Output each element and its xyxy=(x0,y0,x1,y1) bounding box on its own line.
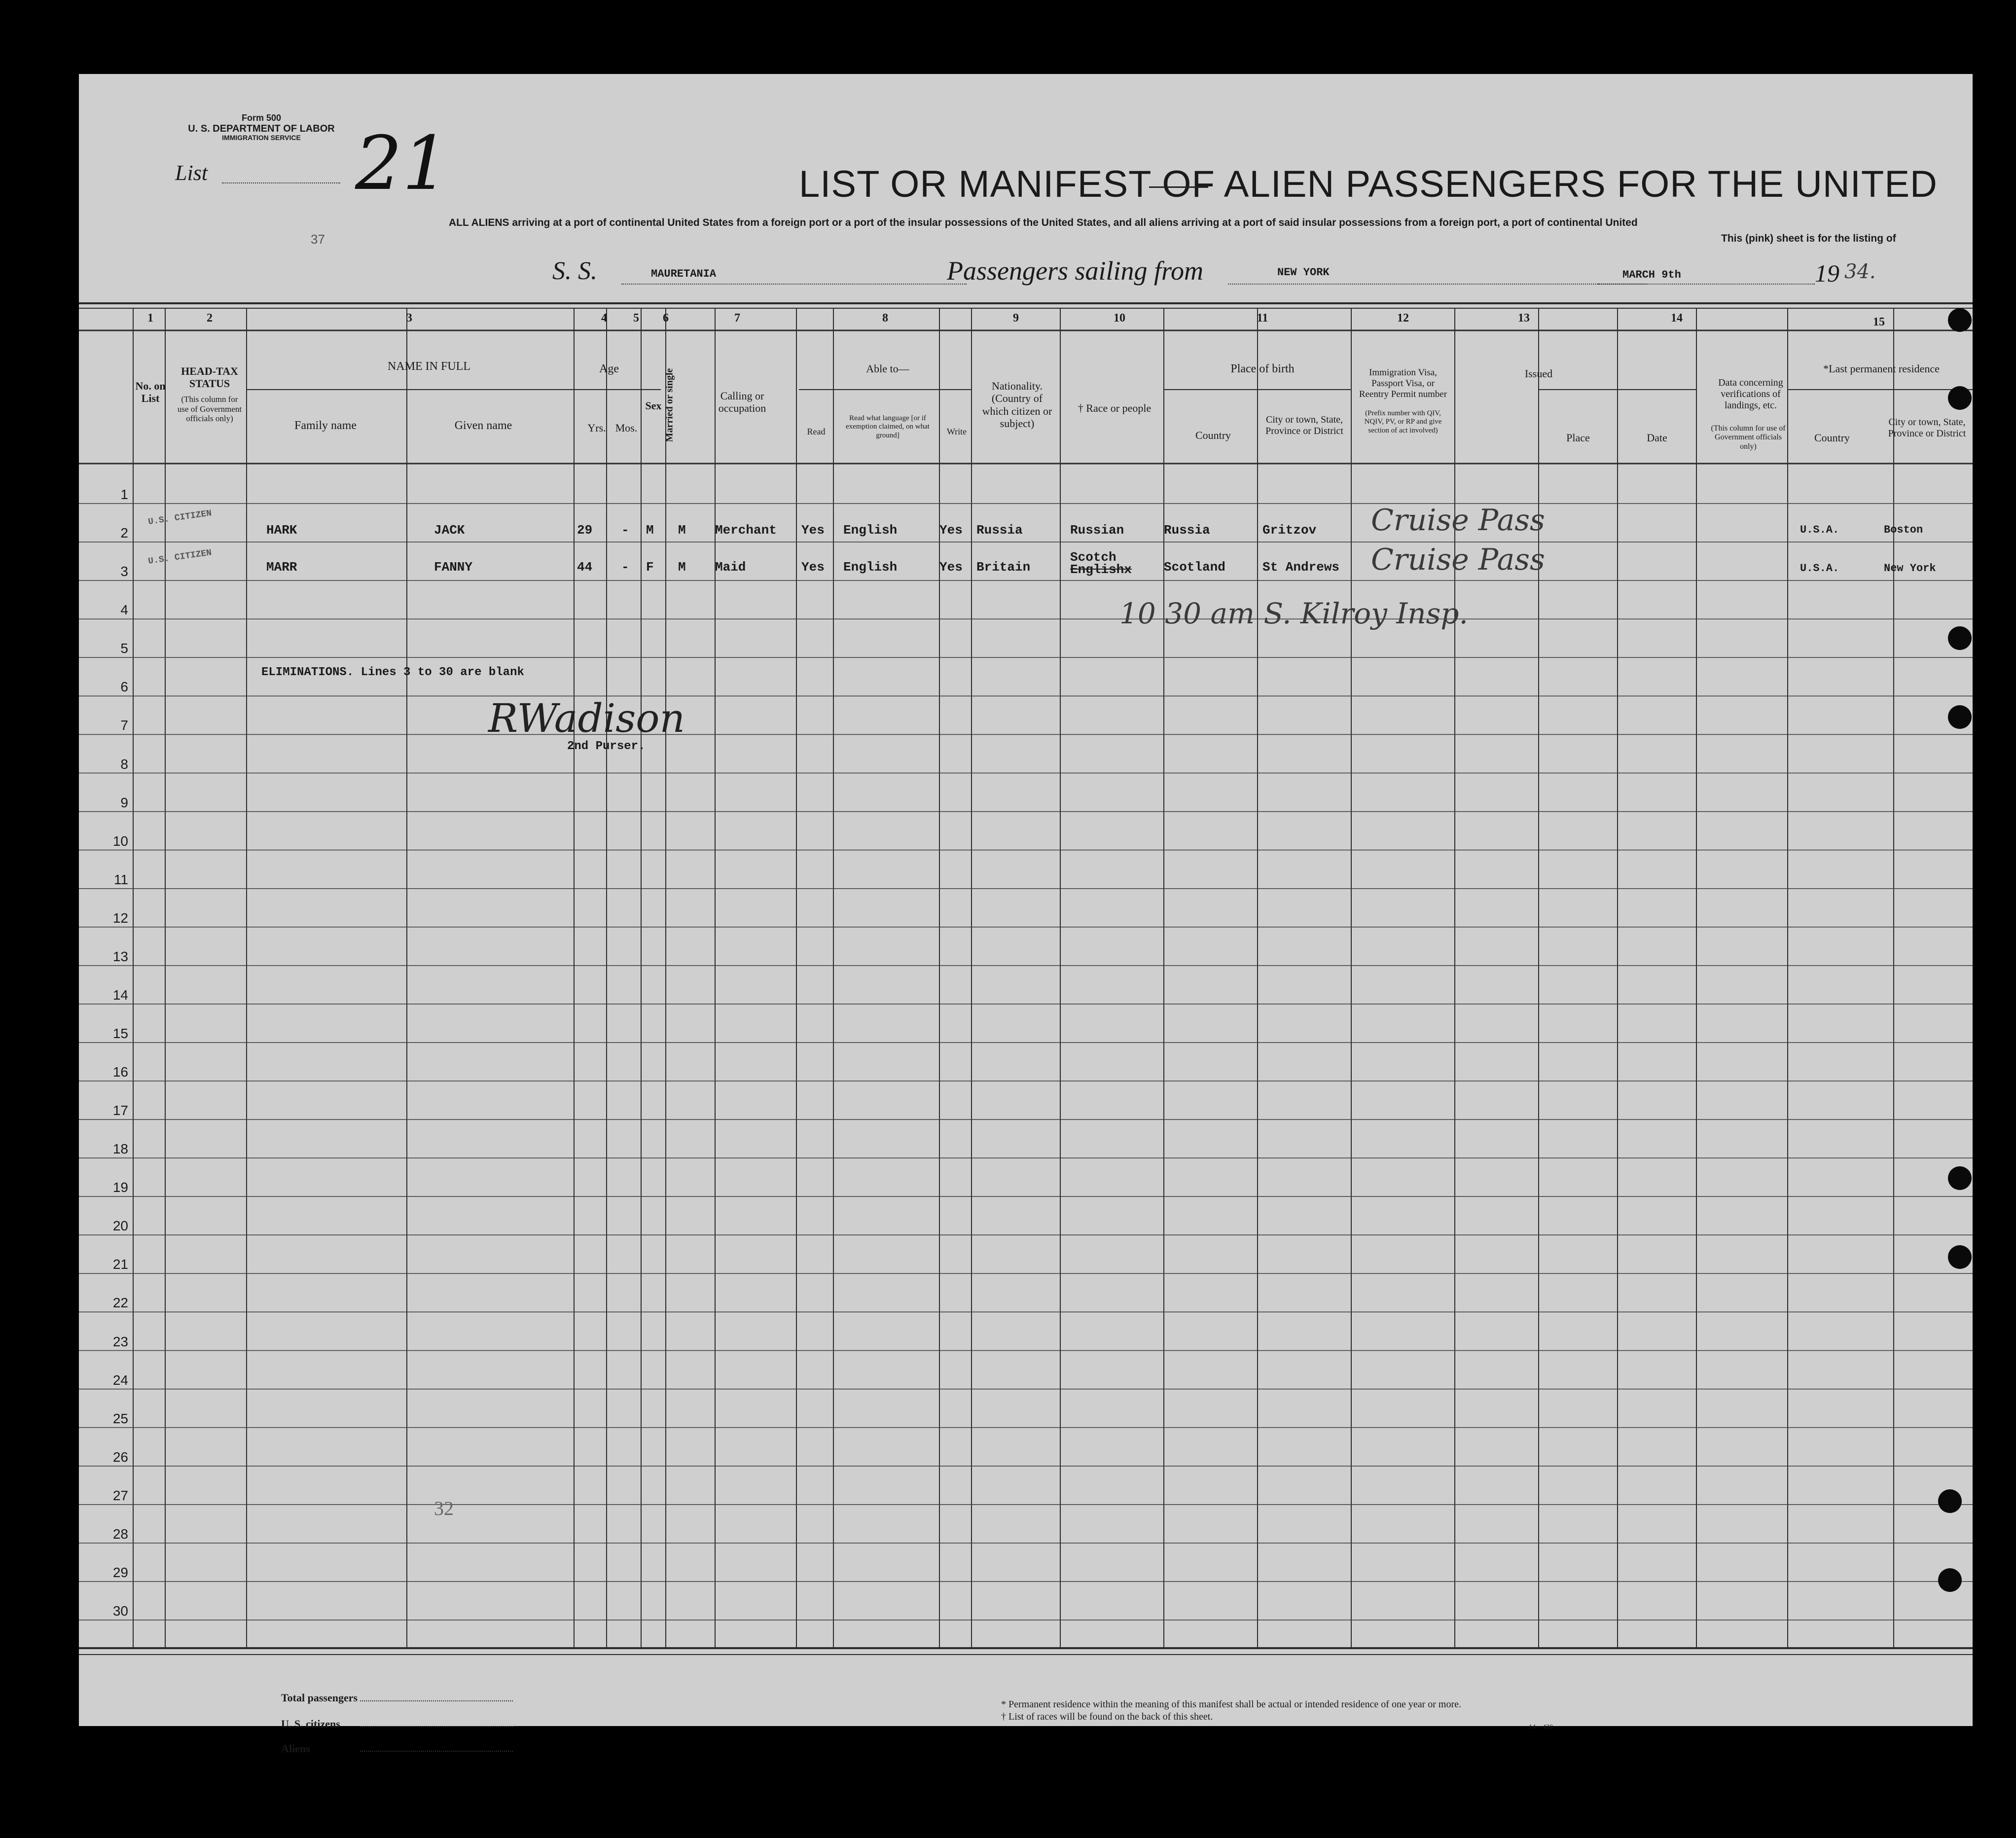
footnote-races: † List of races will be found on the back of this sheet. xyxy=(1001,1711,1213,1722)
write-2: Yes xyxy=(939,560,963,575)
row-number: 23 xyxy=(112,1333,128,1349)
row-number: 25 xyxy=(112,1410,128,1426)
list-number: 21 xyxy=(355,121,449,207)
row-number: 7 xyxy=(120,718,128,733)
hdr-visa: Immigration Visa, Passport Visa, or Reentry Permit number xyxy=(1359,367,1447,399)
hdr-write: Write xyxy=(946,427,967,436)
eliminations-note: ELIMINATIONS. Lines 3 to 30 are blank xyxy=(261,666,524,679)
footer-line-2 xyxy=(360,1726,513,1727)
hdr-married: Married or single xyxy=(664,368,675,442)
col-num-13: 13 xyxy=(1518,312,1530,324)
small-note: 37 xyxy=(311,232,325,247)
binder-hole xyxy=(1938,1568,1962,1592)
hdr-no-on-list: No. on List xyxy=(135,380,166,405)
col-num-14: 14 xyxy=(1671,312,1683,324)
hdr-verification: Data concerning verifications of landings, etc. xyxy=(1718,377,1783,411)
footer-code: 14—430 xyxy=(1529,1724,1553,1731)
language-2: English xyxy=(843,560,898,575)
ship-name: MAURETANIA xyxy=(651,268,717,280)
hdr-read-language: Read what language [or if exemption claimed, on what ground] xyxy=(846,414,930,439)
family-name-2: MARR xyxy=(266,560,297,575)
col-num-4: 4 xyxy=(601,312,607,324)
occupation-2: Maid xyxy=(715,560,746,575)
race-1: Russian xyxy=(1070,523,1124,538)
col-num-5: 5 xyxy=(633,312,639,324)
row-number: 11 xyxy=(113,871,128,887)
year-suffix: 34. xyxy=(1844,260,1876,283)
hdr-family-name: Family name xyxy=(294,419,357,432)
given-name-2: FANNY xyxy=(434,560,473,575)
row-number: 1 xyxy=(120,487,128,503)
hdr-yrs: Yrs. xyxy=(587,422,606,434)
footnote-residence: * Permanent residence within the meaning of this manifest shall be actual or intended residence of one year or more. xyxy=(1001,1699,1462,1710)
col-num-7: 7 xyxy=(734,312,740,324)
write-1: Yes xyxy=(939,523,963,538)
col-num-9: 9 xyxy=(1013,312,1019,324)
hdr-issued-date: Date xyxy=(1647,432,1667,444)
row-number: 30 xyxy=(112,1603,128,1619)
hdr-issued: Issued xyxy=(1524,367,1553,380)
hdr-head-tax-note: (This column for use of Government officials only) xyxy=(177,395,242,424)
row-number: 28 xyxy=(112,1526,128,1542)
row-number: 2 xyxy=(120,525,128,541)
hdr-head-tax: HEAD-TAX STATUS xyxy=(181,365,238,390)
binder-hole xyxy=(1948,1166,1972,1190)
birth-country-1: Russia xyxy=(1164,523,1210,538)
hdr-given-name: Given name xyxy=(454,419,512,432)
hdr-res-city: City or town, State, Province or District xyxy=(1888,417,1966,439)
hdr-verification-note: (This column for use of Government officials only) xyxy=(1711,424,1786,451)
nationality-2: Britain xyxy=(976,560,1031,575)
footer-total-passengers: Total passengers xyxy=(281,1692,358,1704)
manifest-sheet xyxy=(79,74,1973,1755)
read-2: Yes xyxy=(801,560,825,575)
given-name-1: JACK xyxy=(434,523,465,538)
hdr-birth-country: Country xyxy=(1195,429,1231,441)
col-num-1: 1 xyxy=(147,312,153,324)
purser-title: 2nd Purser. xyxy=(567,740,646,753)
manifest-title: LIST OR MANIFEST OF ALIEN PASSENGERS FOR THE UNITED xyxy=(799,163,1938,205)
row-number: 26 xyxy=(112,1449,128,1465)
row-number: 27 xyxy=(112,1487,128,1503)
race-struck-2: Englishx xyxy=(1070,562,1132,577)
language-1: English xyxy=(843,523,898,538)
head-tax-stamp: U.S. CITIZEN xyxy=(147,548,213,567)
footer-line-1 xyxy=(360,1700,513,1701)
inspector-note: 10 30 am S. Kilroy Insp. xyxy=(1119,597,1468,630)
row-number: 13 xyxy=(112,948,128,964)
row-number: 22 xyxy=(112,1295,128,1311)
row-number: 20 xyxy=(112,1218,128,1234)
sex-2: F xyxy=(646,560,654,575)
hdr-last-residence: *Last permanent residence xyxy=(1823,362,1940,375)
row-number: 29 xyxy=(112,1564,128,1580)
col-num-11: 11 xyxy=(1257,312,1268,324)
footer-line-3 xyxy=(360,1751,513,1752)
read-1: Yes xyxy=(801,523,825,538)
hdr-visa-note: (Prefix number with QIV, NQIV, PV, or RP and give section of act involved) xyxy=(1364,409,1442,434)
col-num-8: 8 xyxy=(882,312,888,324)
hdr-able-to: Able to— xyxy=(866,362,909,375)
visa-hand-2: Cruise Pass xyxy=(1371,542,1545,577)
col-num-15: 15 xyxy=(1873,316,1885,328)
hdr-race: † Race or people xyxy=(1078,402,1152,414)
hdr-res-country: Country xyxy=(1814,432,1850,444)
row-number: 9 xyxy=(120,794,128,810)
footer-us-citizens: U. S. citizens xyxy=(281,1718,340,1730)
list-label: List xyxy=(175,161,208,185)
birth-city-2: St Andrews xyxy=(1262,560,1340,575)
hdr-read: Read xyxy=(807,427,826,436)
department-name: U. S. DEPARTMENT OF LABOR xyxy=(188,123,335,134)
family-name-1: HARK xyxy=(266,523,297,538)
ss-label: S. S. xyxy=(552,257,597,285)
res-city-1: Boston xyxy=(1884,524,1923,536)
binder-hole xyxy=(1948,308,1972,332)
year-prefix: 19 xyxy=(1815,259,1839,287)
hdr-mos: Mos. xyxy=(615,422,638,434)
row-number: 17 xyxy=(112,1103,128,1118)
race-2: Scotch xyxy=(1070,550,1116,565)
footer-aliens: Aliens xyxy=(281,1742,310,1755)
service-name: IMMIGRATION SERVICE xyxy=(222,133,301,142)
sail-date: MARCH 9th xyxy=(1622,269,1681,281)
sailing-label: Passengers sailing from xyxy=(947,256,1204,286)
row-number: 19 xyxy=(112,1180,128,1195)
hdr-sex: Sex xyxy=(645,399,662,412)
binder-hole xyxy=(1938,1489,1962,1513)
row-number: 18 xyxy=(112,1141,128,1157)
row-number: 4 xyxy=(120,602,128,618)
age-yrs-2: 44 xyxy=(577,560,593,575)
subtitle-line-1: ALL ALIENS arriving at a port of continental United States from a foreign port or a port of the insular possessions of the United States, and all aliens arriving at a port of said insular possessions from a foreign port, a port of continental United xyxy=(449,217,1638,228)
subtitle-line-2: This (pink) sheet is for the listing of xyxy=(1721,233,1896,244)
row-number: 15 xyxy=(112,1025,128,1041)
head-tax-stamp: U.S. CITIZEN xyxy=(147,508,213,527)
hdr-place-of-birth: Place of birth xyxy=(1230,362,1295,375)
hdr-name-in-full: NAME IN FULL xyxy=(388,360,470,373)
form-number: Form 500 xyxy=(241,113,282,123)
binder-hole xyxy=(1948,1245,1972,1269)
birth-city-1: Gritzov xyxy=(1262,523,1317,538)
occupation-1: Merchant xyxy=(715,523,777,538)
married-2: M xyxy=(678,560,686,575)
sex-1: M xyxy=(646,523,654,538)
binder-hole xyxy=(1948,386,1972,410)
col-num-3: 3 xyxy=(406,312,412,324)
hdr-age: Age xyxy=(599,362,619,375)
row-number: 24 xyxy=(112,1372,128,1388)
col-num-10: 10 xyxy=(1114,312,1125,324)
hdr-nationality: Nationality. (Country of which citizen or subject) xyxy=(982,380,1052,430)
margin-number: 32 xyxy=(434,1497,454,1519)
purser-signature: RWadison xyxy=(488,695,685,741)
res-country-1: U.S.A. xyxy=(1800,524,1839,536)
row-number: 5 xyxy=(120,641,128,656)
col-num-2: 2 xyxy=(207,312,213,324)
birth-country-2: Scotland xyxy=(1164,560,1225,575)
visa-hand-1: Cruise Pass xyxy=(1371,503,1545,538)
row-number: 16 xyxy=(112,1064,128,1080)
nationality-1: Russia xyxy=(976,523,1023,538)
row-number: 10 xyxy=(112,833,128,849)
row-number: 12 xyxy=(112,910,128,926)
age-mos-1: - xyxy=(621,523,629,538)
binder-hole xyxy=(1948,626,1972,650)
res-city-2: New York xyxy=(1884,562,1936,575)
married-1: M xyxy=(678,523,686,538)
age-yrs-1: 29 xyxy=(577,523,593,538)
row-number: 8 xyxy=(120,756,128,772)
row-number: 21 xyxy=(112,1257,128,1272)
row-number: 14 xyxy=(112,987,128,1003)
hdr-calling: Calling or occupation xyxy=(718,390,766,415)
col-num-12: 12 xyxy=(1397,312,1409,324)
row-number: 3 xyxy=(120,564,128,579)
hdr-birth-city: City or town, State, Province or District xyxy=(1265,414,1343,436)
hdr-issued-place: Place xyxy=(1566,432,1590,444)
port-name: NEW YORK xyxy=(1277,266,1330,279)
col-num-6: 6 xyxy=(663,312,669,324)
age-mos-2: - xyxy=(621,560,629,575)
row-number: 6 xyxy=(120,679,128,695)
res-country-2: U.S.A. xyxy=(1800,562,1839,575)
binder-hole xyxy=(1948,705,1972,729)
